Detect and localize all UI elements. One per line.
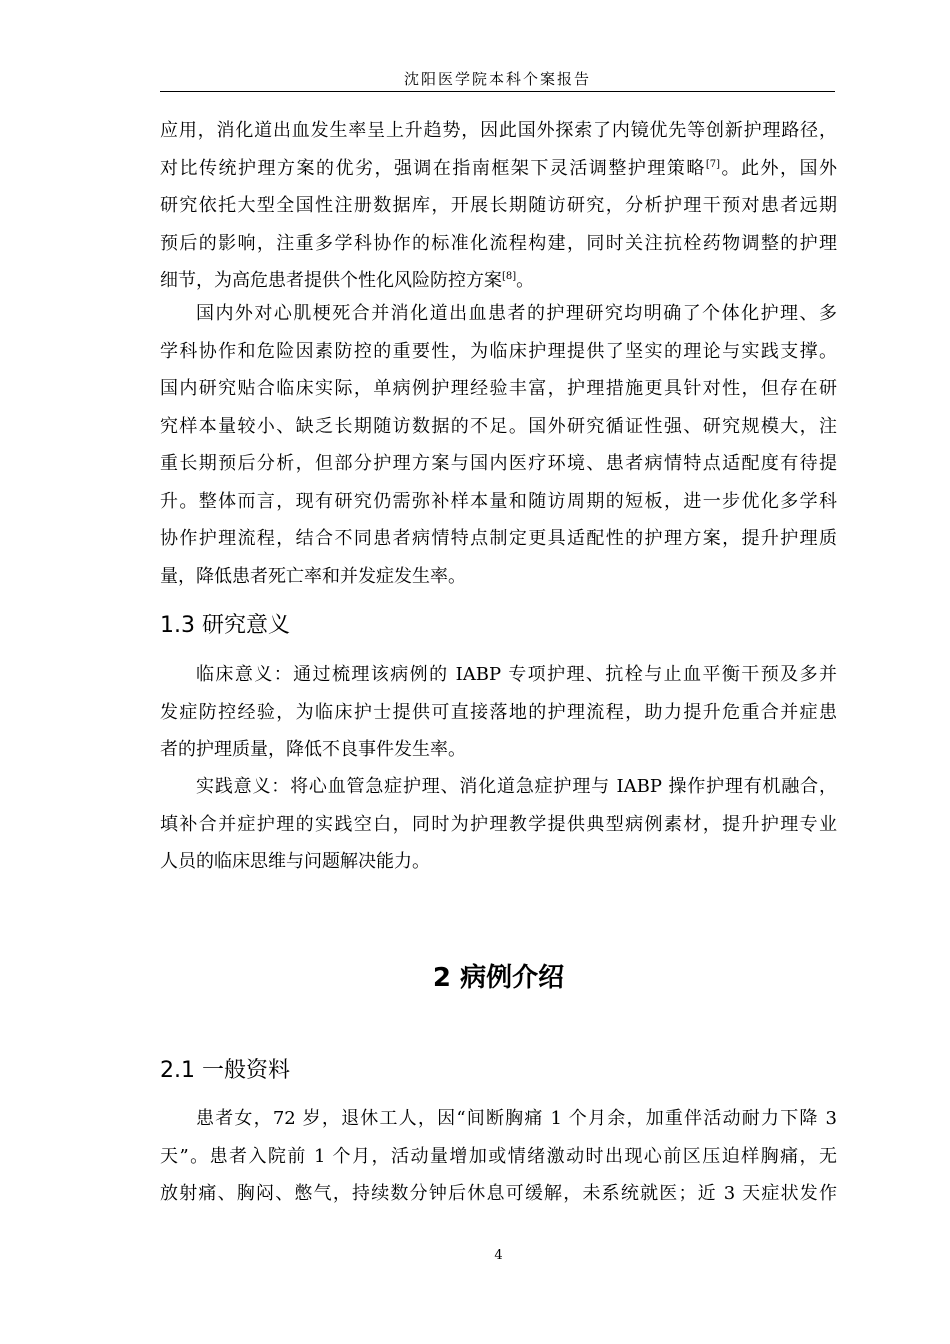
text-line: 量，降低患者死亡率和并发症发生率。	[160, 565, 466, 587]
text-span: 细节，为高危患者提供个性化风险防控方案	[160, 270, 502, 291]
text-span: 。	[516, 270, 535, 291]
chapter-heading-2: 2 病例介绍	[432, 963, 565, 993]
text-span: 。此外，国外	[720, 157, 838, 179]
text-line: 应用，消化道出血发生率呈上升趋势，因此国外探索了内镜优先等创新护理路径，	[160, 120, 837, 141]
text-line: 国内外对心肌梗死合并消化道出血患者的护理研究均明确了个体化护理、多	[196, 303, 837, 324]
text-line: 放射痛、胸闷、憋气，持续数分钟后休息可缓解，未系统就医；近 3 天症状发作	[160, 1183, 837, 1204]
running-header: 沈阳医学院本科个案报告	[403, 70, 591, 88]
text-line: 人员的临床思维与问题解决能力。	[160, 851, 430, 872]
text-span: 对比传统护理方案的优劣，强调在指南框架下灵活调整护理策略	[160, 157, 706, 179]
paragraph-practical-significance	[160, 768, 837, 881]
section-heading-2-1: 2.1 一般资料	[160, 1058, 290, 1083]
text-line: 国内研究贴合临床实际，单病例护理经验丰富，护理措施更具针对性，但存在研	[160, 378, 837, 399]
paragraph-research-summary	[160, 295, 837, 595]
section-heading-1-3: 1.3 研究意义	[160, 613, 290, 638]
paragraph-patient-info	[160, 1100, 837, 1213]
text-line	[160, 262, 837, 300]
text-line: 者的护理质量，降低不良事件发生率。	[160, 739, 466, 760]
text-line: 协作护理流程，结合不同患者病情特点制定更具适配性的护理方案，提升护理质	[160, 528, 837, 549]
text-line: 预后的影响，注重多学科协作的标准化流程构建，同时关注抗栓药物调整的护理	[160, 232, 837, 254]
text-line: 升。整体而言，现有研究仍需弥补样本量和随访周期的短板，进一步优化多学科	[160, 490, 837, 512]
text-line: 天”。患者入院前 1 个月，活动量增加或情绪激动时出现心前区压迫样胸痛，无	[160, 1145, 837, 1167]
header-rule	[160, 91, 835, 92]
page-number: 4	[494, 1248, 503, 1263]
citation-8: [8]	[502, 271, 517, 282]
text-line: 患者女，72 岁，退休工人，因“间断胸痛 1 个月余，加重伴活动耐力下降 3	[196, 1108, 837, 1129]
text-line: 发症防控经验，为临床护士提供可直接落地的护理流程，助力提升危重合并症患	[160, 701, 837, 723]
text-line: 研究依托大型全国性注册数据库，开展长期随访研究，分析护理干预对患者远期	[160, 195, 837, 216]
text-line: 填补合并症护理的实践空白，同时为护理教学提供典型病例素材，提升护理专业	[160, 813, 837, 835]
paragraph-clinical-significance	[160, 656, 837, 769]
text-line: 重长期预后分析，但部分护理方案与国内医疗环境、患者病情特点适配度有待提	[160, 453, 837, 474]
text-line: 学科协作和危险因素防控的重要性，为临床护理提供了坚实的理论与实践支撑。	[160, 340, 837, 362]
text-line: 实践意义：将心血管急症护理、消化道急症护理与 IABP 操作护理有机融合，	[196, 776, 837, 797]
paragraph-foreign-research	[160, 112, 837, 300]
text-line: 临床意义：通过梳理该病例的 IABP 专项护理、抗栓与止血平衡干预及多并	[196, 664, 837, 685]
text-line	[160, 150, 837, 188]
text-line: 究样本量较小、缺乏长期随访数据的不足。国外研究循证性强、研究规模大，注	[160, 415, 837, 437]
citation-7: [7]	[705, 158, 721, 170]
